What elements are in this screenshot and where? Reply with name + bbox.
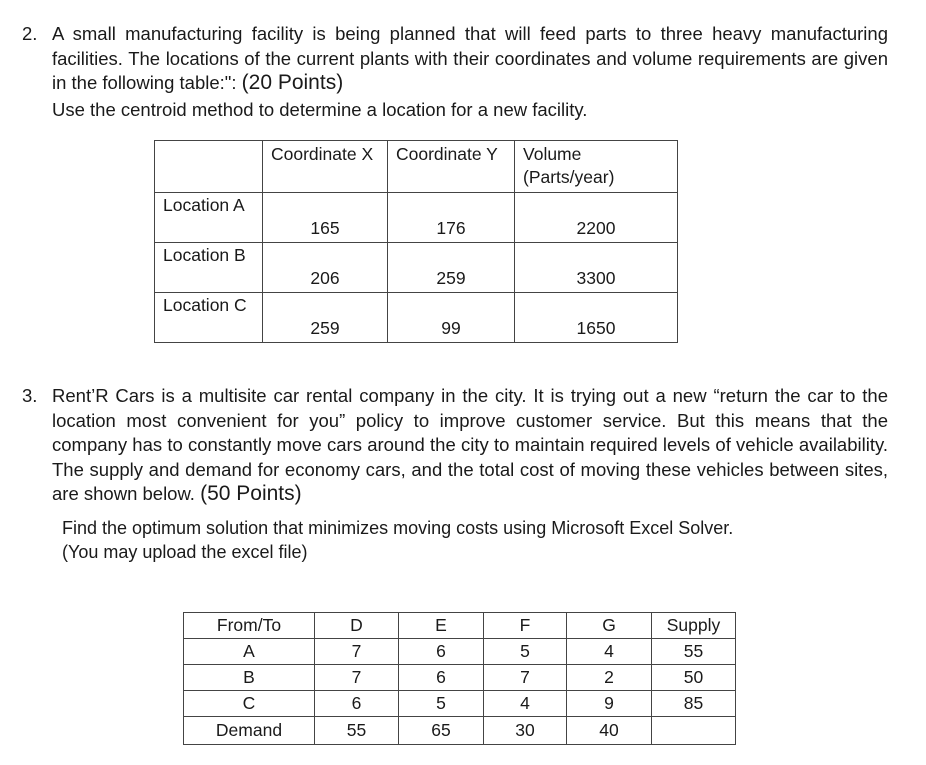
header-from-to: From/To [184,613,315,639]
table-row [184,665,736,691]
demand-cell: 65 [399,717,484,745]
demand-row [184,717,736,745]
table-row [184,639,736,665]
location-cell: Location C [155,293,263,343]
cost-cell: 9 [567,691,652,717]
cost-cell: 6 [315,691,399,717]
demand-cell: 55 [315,717,399,745]
header-volume: Volume (Parts/year) [515,141,678,193]
location-cell: Location B [155,243,263,293]
question-2-text [52,22,888,96]
question-2-number: 2. [22,23,38,44]
table-row [155,293,678,343]
volume-cell: 2200 [515,193,678,243]
question-3-note: (You may upload the excel file) [62,542,308,562]
row-label: Demand [184,717,315,745]
cost-cell: 7 [315,639,399,665]
coordinate-y-cell: 176 [388,193,515,243]
question-3-body: Rent’R Cars is a multisite car rental company in the city. It is trying out a new “return the car to the location most convenient for you” policy to improve customer service. But this means that the company has to constantly move cars around the city to maintain required levels of vehicle availability. The supply and demand for economy cars, and the total cost of moving these vehicles between sites, are shown below. [52,385,888,504]
table-row [184,691,736,717]
table-header-row [184,613,736,639]
volume-cell: 1650 [515,293,678,343]
volume-cell: 3300 [515,243,678,293]
location-cell: Location A [155,193,263,243]
transportation-table [183,612,736,745]
cost-cell: 5 [399,691,484,717]
row-label: B [184,665,315,691]
cost-cell: 2 [567,665,652,691]
coordinate-x-cell: 206 [263,243,388,293]
table-row [155,193,678,243]
centroid-table [154,140,678,343]
header-f: F [484,613,567,639]
supply-cell: 85 [652,691,736,717]
coordinate-x-cell: 259 [263,293,388,343]
cost-cell: 6 [399,639,484,665]
header-e: E [399,613,484,639]
cost-cell: 5 [484,639,567,665]
header-supply: Supply [652,613,736,639]
header-g: G [567,613,652,639]
cost-cell: 7 [315,665,399,691]
row-label: A [184,639,315,665]
coordinate-y-cell: 99 [388,293,515,343]
question-2-points: (20 Points) [241,71,344,94]
question-3-text [52,384,888,507]
cost-cell: 4 [484,691,567,717]
question-2-body: A small manufacturing facility is being planned that will feed parts to three heavy manufacturing facilities. The locations of the current plants with their coordinates and volume requirements are given in the following table:": [52,23,888,93]
table-row [155,243,678,293]
header-location [155,141,263,193]
question-3-points: (50 Points) [200,482,302,505]
question-3-instruction: Find the optimum solution that minimizes moving costs using Microsoft Excel Solver. [62,518,734,538]
question-2-instruction: Use the centroid method to determine a location for a new facility. [52,99,588,120]
demand-cell: 30 [484,717,567,745]
cost-cell: 4 [567,639,652,665]
cost-cell: 6 [399,665,484,691]
empty-cell [652,717,736,745]
table-header-row [155,141,678,193]
coordinate-x-cell: 165 [263,193,388,243]
question-3-number: 3. [22,385,38,406]
header-coordinate-x: Coordinate X [263,141,388,193]
cost-cell: 7 [484,665,567,691]
coordinate-y-cell: 259 [388,243,515,293]
header-coordinate-y: Coordinate Y [388,141,515,193]
supply-cell: 50 [652,665,736,691]
row-label: C [184,691,315,717]
supply-cell: 55 [652,639,736,665]
header-d: D [315,613,399,639]
demand-cell: 40 [567,717,652,745]
